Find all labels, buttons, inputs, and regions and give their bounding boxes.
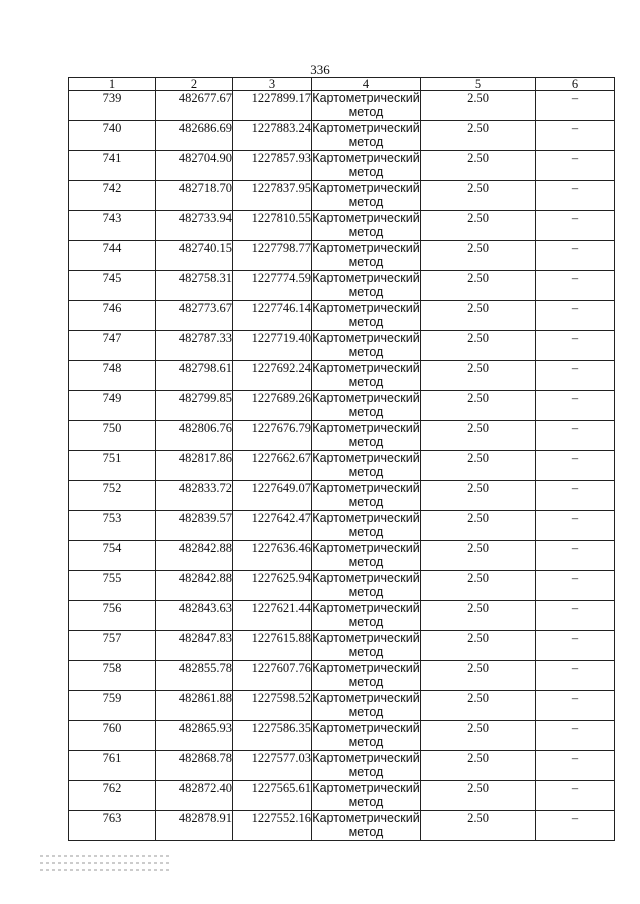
table-row bbox=[69, 271, 615, 301]
note-cell: – bbox=[536, 121, 615, 151]
table-row bbox=[69, 91, 615, 121]
method-line-2: метод bbox=[348, 825, 384, 839]
table-row bbox=[69, 241, 615, 271]
method-line-1: Картометрический bbox=[312, 481, 420, 495]
accuracy-cell: 2.50 bbox=[421, 511, 536, 541]
y-coordinate-cell: 1227798.77 bbox=[233, 241, 312, 271]
point-number-cell: 760 bbox=[69, 721, 156, 751]
point-number-cell: 750 bbox=[69, 421, 156, 451]
method-cell bbox=[312, 721, 421, 751]
method-cell bbox=[312, 391, 421, 421]
method-line-1: Картометрический bbox=[312, 631, 420, 645]
point-number-cell: 743 bbox=[69, 211, 156, 241]
table-row bbox=[69, 571, 615, 601]
accuracy-cell: 2.50 bbox=[421, 661, 536, 691]
table-row bbox=[69, 721, 615, 751]
method-line-1: Картометрический bbox=[312, 751, 420, 765]
accuracy-cell: 2.50 bbox=[421, 631, 536, 661]
note-cell: – bbox=[536, 331, 615, 361]
method-cell bbox=[312, 481, 421, 511]
accuracy-cell: 2.50 bbox=[421, 721, 536, 751]
method-cell bbox=[312, 661, 421, 691]
method-line-2: метод bbox=[348, 765, 384, 779]
method-cell bbox=[312, 511, 421, 541]
note-cell: – bbox=[536, 811, 615, 841]
method-line-1: Картометрический bbox=[312, 421, 420, 435]
method-line-1: Картометрический bbox=[312, 91, 420, 105]
y-coordinate-cell: 1227586.35 bbox=[233, 721, 312, 751]
method-line-2: метод bbox=[348, 675, 384, 689]
accuracy-cell: 2.50 bbox=[421, 271, 536, 301]
table-row bbox=[69, 811, 615, 841]
table-row bbox=[69, 331, 615, 361]
note-cell: – bbox=[536, 421, 615, 451]
x-coordinate-cell: 482817.86 bbox=[156, 451, 233, 481]
accuracy-cell: 2.50 bbox=[421, 361, 536, 391]
method-line-1: Картометрический bbox=[312, 721, 420, 735]
point-number-cell: 741 bbox=[69, 151, 156, 181]
table-row bbox=[69, 181, 615, 211]
x-coordinate-cell: 482839.57 bbox=[156, 511, 233, 541]
y-coordinate-cell: 1227636.46 bbox=[233, 541, 312, 571]
y-coordinate-cell: 1227676.79 bbox=[233, 421, 312, 451]
column-header-3: 3 bbox=[233, 78, 312, 91]
method-cell bbox=[312, 451, 421, 481]
x-coordinate-cell: 482855.78 bbox=[156, 661, 233, 691]
note-cell: – bbox=[536, 661, 615, 691]
method-line-2: метод bbox=[348, 615, 384, 629]
method-line-2: метод bbox=[348, 375, 384, 389]
method-line-1: Картометрический bbox=[312, 691, 420, 705]
method-line-1: Картометрический bbox=[312, 391, 420, 405]
column-header-6: 6 bbox=[536, 78, 615, 91]
method-line-2: метод bbox=[348, 345, 384, 359]
point-number-cell: 757 bbox=[69, 631, 156, 661]
point-number-cell: 752 bbox=[69, 481, 156, 511]
note-cell: – bbox=[536, 211, 615, 241]
y-coordinate-cell: 1227774.59 bbox=[233, 271, 312, 301]
x-coordinate-cell: 482842.88 bbox=[156, 571, 233, 601]
method-line-2: метод bbox=[348, 525, 384, 539]
table-row bbox=[69, 421, 615, 451]
method-line-1: Картометрический bbox=[312, 511, 420, 525]
method-cell bbox=[312, 691, 421, 721]
x-coordinate-cell: 482842.88 bbox=[156, 541, 233, 571]
point-number-cell: 754 bbox=[69, 541, 156, 571]
note-cell: – bbox=[536, 601, 615, 631]
point-number-cell: 762 bbox=[69, 781, 156, 811]
point-number-cell: 761 bbox=[69, 751, 156, 781]
point-number-cell: 745 bbox=[69, 271, 156, 301]
accuracy-cell: 2.50 bbox=[421, 811, 536, 841]
table-row bbox=[69, 361, 615, 391]
point-number-cell: 756 bbox=[69, 601, 156, 631]
y-coordinate-cell: 1227625.94 bbox=[233, 571, 312, 601]
x-coordinate-cell: 482878.91 bbox=[156, 811, 233, 841]
point-number-cell: 746 bbox=[69, 301, 156, 331]
method-line-1: Картометрический bbox=[312, 271, 420, 285]
method-cell bbox=[312, 751, 421, 781]
method-line-2: метод bbox=[348, 705, 384, 719]
point-number-cell: 755 bbox=[69, 571, 156, 601]
y-coordinate-cell: 1227857.93 bbox=[233, 151, 312, 181]
table-row bbox=[69, 751, 615, 781]
y-coordinate-cell: 1227692.24 bbox=[233, 361, 312, 391]
method-cell bbox=[312, 811, 421, 841]
table-row bbox=[69, 511, 615, 541]
coordinates-table bbox=[68, 77, 615, 841]
table-row bbox=[69, 691, 615, 721]
accuracy-cell: 2.50 bbox=[421, 781, 536, 811]
x-coordinate-cell: 482758.31 bbox=[156, 271, 233, 301]
x-coordinate-cell: 482677.67 bbox=[156, 91, 233, 121]
table-row bbox=[69, 631, 615, 661]
method-line-2: метод bbox=[348, 645, 384, 659]
method-line-1: Картометрический bbox=[312, 181, 420, 195]
note-cell: – bbox=[536, 451, 615, 481]
method-line-1: Картометрический bbox=[312, 541, 420, 555]
accuracy-cell: 2.50 bbox=[421, 481, 536, 511]
method-cell bbox=[312, 421, 421, 451]
method-line-1: Картометрический bbox=[312, 781, 420, 795]
note-cell: – bbox=[536, 511, 615, 541]
table-row bbox=[69, 121, 615, 151]
y-coordinate-cell: 1227837.95 bbox=[233, 181, 312, 211]
accuracy-cell: 2.50 bbox=[421, 571, 536, 601]
table-row bbox=[69, 661, 615, 691]
y-coordinate-cell: 1227615.88 bbox=[233, 631, 312, 661]
method-line-1: Картометрический bbox=[312, 811, 420, 825]
table-body bbox=[69, 91, 615, 841]
method-line-1: Картометрический bbox=[312, 601, 420, 615]
x-coordinate-cell: 482740.15 bbox=[156, 241, 233, 271]
accuracy-cell: 2.50 bbox=[421, 301, 536, 331]
method-cell bbox=[312, 601, 421, 631]
y-coordinate-cell: 1227642.47 bbox=[233, 511, 312, 541]
method-line-1: Картометрический bbox=[312, 301, 420, 315]
point-number-cell: 739 bbox=[69, 91, 156, 121]
x-coordinate-cell: 482704.90 bbox=[156, 151, 233, 181]
accuracy-cell: 2.50 bbox=[421, 691, 536, 721]
method-cell bbox=[312, 211, 421, 241]
y-coordinate-cell: 1227746.14 bbox=[233, 301, 312, 331]
x-coordinate-cell: 482872.40 bbox=[156, 781, 233, 811]
table-row bbox=[69, 451, 615, 481]
y-coordinate-cell: 1227662.67 bbox=[233, 451, 312, 481]
method-cell bbox=[312, 571, 421, 601]
method-cell bbox=[312, 121, 421, 151]
x-coordinate-cell: 482686.69 bbox=[156, 121, 233, 151]
accuracy-cell: 2.50 bbox=[421, 91, 536, 121]
method-cell bbox=[312, 331, 421, 361]
table-row bbox=[69, 301, 615, 331]
method-line-2: метод bbox=[348, 735, 384, 749]
method-cell bbox=[312, 271, 421, 301]
y-coordinate-cell: 1227719.40 bbox=[233, 331, 312, 361]
point-number-cell: 747 bbox=[69, 331, 156, 361]
method-line-2: метод bbox=[348, 795, 384, 809]
point-number-cell: 753 bbox=[69, 511, 156, 541]
note-cell: – bbox=[536, 541, 615, 571]
table-row bbox=[69, 151, 615, 181]
note-cell: – bbox=[536, 571, 615, 601]
accuracy-cell: 2.50 bbox=[421, 451, 536, 481]
x-coordinate-cell: 482868.78 bbox=[156, 751, 233, 781]
method-line-1: Картометрический bbox=[312, 331, 420, 345]
table-row bbox=[69, 391, 615, 421]
method-line-1: Картометрический bbox=[312, 661, 420, 675]
y-coordinate-cell: 1227810.55 bbox=[233, 211, 312, 241]
table-row bbox=[69, 481, 615, 511]
y-coordinate-cell: 1227577.03 bbox=[233, 751, 312, 781]
table-row bbox=[69, 781, 615, 811]
method-cell bbox=[312, 781, 421, 811]
method-line-1: Картометрический bbox=[312, 211, 420, 225]
note-cell: – bbox=[536, 271, 615, 301]
y-coordinate-cell: 1227621.44 bbox=[233, 601, 312, 631]
method-line-1: Картометрический bbox=[312, 241, 420, 255]
point-number-cell: 751 bbox=[69, 451, 156, 481]
method-line-1: Картометрический bbox=[312, 151, 420, 165]
x-coordinate-cell: 482773.67 bbox=[156, 301, 233, 331]
accuracy-cell: 2.50 bbox=[421, 151, 536, 181]
method-cell bbox=[312, 631, 421, 661]
note-cell: – bbox=[536, 151, 615, 181]
note-cell: – bbox=[536, 241, 615, 271]
note-cell: – bbox=[536, 361, 615, 391]
note-cell: – bbox=[536, 691, 615, 721]
point-number-cell: 749 bbox=[69, 391, 156, 421]
method-line-2: метод bbox=[348, 405, 384, 419]
method-line-2: метод bbox=[348, 195, 384, 209]
table-row bbox=[69, 211, 615, 241]
method-line-1: Картометрический bbox=[312, 571, 420, 585]
point-number-cell: 744 bbox=[69, 241, 156, 271]
x-coordinate-cell: 482861.88 bbox=[156, 691, 233, 721]
x-coordinate-cell: 482787.33 bbox=[156, 331, 233, 361]
y-coordinate-cell: 1227552.16 bbox=[233, 811, 312, 841]
scan-artifact bbox=[40, 850, 170, 880]
note-cell: – bbox=[536, 481, 615, 511]
column-header-2: 2 bbox=[156, 78, 233, 91]
note-cell: – bbox=[536, 181, 615, 211]
accuracy-cell: 2.50 bbox=[421, 751, 536, 781]
note-cell: – bbox=[536, 391, 615, 421]
x-coordinate-cell: 482865.93 bbox=[156, 721, 233, 751]
method-cell bbox=[312, 301, 421, 331]
x-coordinate-cell: 482799.85 bbox=[156, 391, 233, 421]
method-line-1: Картометрический bbox=[312, 121, 420, 135]
x-coordinate-cell: 482847.83 bbox=[156, 631, 233, 661]
note-cell: – bbox=[536, 91, 615, 121]
accuracy-cell: 2.50 bbox=[421, 421, 536, 451]
x-coordinate-cell: 482833.72 bbox=[156, 481, 233, 511]
method-cell bbox=[312, 361, 421, 391]
method-cell bbox=[312, 151, 421, 181]
method-line-2: метод bbox=[348, 135, 384, 149]
table-row bbox=[69, 541, 615, 571]
note-cell: – bbox=[536, 631, 615, 661]
accuracy-cell: 2.50 bbox=[421, 181, 536, 211]
method-cell bbox=[312, 91, 421, 121]
table-header-row bbox=[69, 78, 615, 91]
point-number-cell: 742 bbox=[69, 181, 156, 211]
table-row bbox=[69, 601, 615, 631]
note-cell: – bbox=[536, 781, 615, 811]
column-header-4: 4 bbox=[312, 78, 421, 91]
x-coordinate-cell: 482806.76 bbox=[156, 421, 233, 451]
method-cell bbox=[312, 181, 421, 211]
method-line-2: метод bbox=[348, 555, 384, 569]
method-line-2: метод bbox=[348, 165, 384, 179]
column-header-1: 1 bbox=[69, 78, 156, 91]
y-coordinate-cell: 1227689.26 bbox=[233, 391, 312, 421]
method-line-1: Картометрический bbox=[312, 361, 420, 375]
method-cell bbox=[312, 241, 421, 271]
point-number-cell: 758 bbox=[69, 661, 156, 691]
accuracy-cell: 2.50 bbox=[421, 601, 536, 631]
point-number-cell: 763 bbox=[69, 811, 156, 841]
accuracy-cell: 2.50 bbox=[421, 211, 536, 241]
method-line-2: метод bbox=[348, 285, 384, 299]
method-line-2: метод bbox=[348, 105, 384, 119]
x-coordinate-cell: 482718.70 bbox=[156, 181, 233, 211]
note-cell: – bbox=[536, 301, 615, 331]
column-header-5: 5 bbox=[421, 78, 536, 91]
method-line-1: Картометрический bbox=[312, 451, 420, 465]
y-coordinate-cell: 1227649.07 bbox=[233, 481, 312, 511]
method-cell bbox=[312, 541, 421, 571]
x-coordinate-cell: 482733.94 bbox=[156, 211, 233, 241]
y-coordinate-cell: 1227899.17 bbox=[233, 91, 312, 121]
method-line-2: метод bbox=[348, 435, 384, 449]
method-line-2: метод bbox=[348, 315, 384, 329]
x-coordinate-cell: 482843.63 bbox=[156, 601, 233, 631]
method-line-2: метод bbox=[348, 225, 384, 239]
y-coordinate-cell: 1227607.76 bbox=[233, 661, 312, 691]
x-coordinate-cell: 482798.61 bbox=[156, 361, 233, 391]
y-coordinate-cell: 1227565.61 bbox=[233, 781, 312, 811]
note-cell: – bbox=[536, 751, 615, 781]
method-line-2: метод bbox=[348, 255, 384, 269]
method-line-2: метод bbox=[348, 495, 384, 509]
point-number-cell: 748 bbox=[69, 361, 156, 391]
accuracy-cell: 2.50 bbox=[421, 541, 536, 571]
method-line-2: метод bbox=[348, 465, 384, 479]
accuracy-cell: 2.50 bbox=[421, 391, 536, 421]
y-coordinate-cell: 1227883.24 bbox=[233, 121, 312, 151]
accuracy-cell: 2.50 bbox=[421, 241, 536, 271]
note-cell: – bbox=[536, 721, 615, 751]
point-number-cell: 740 bbox=[69, 121, 156, 151]
accuracy-cell: 2.50 bbox=[421, 331, 536, 361]
y-coordinate-cell: 1227598.52 bbox=[233, 691, 312, 721]
page-number: 336 bbox=[310, 62, 330, 77]
accuracy-cell: 2.50 bbox=[421, 121, 536, 151]
method-line-2: метод bbox=[348, 585, 384, 599]
point-number-cell: 759 bbox=[69, 691, 156, 721]
